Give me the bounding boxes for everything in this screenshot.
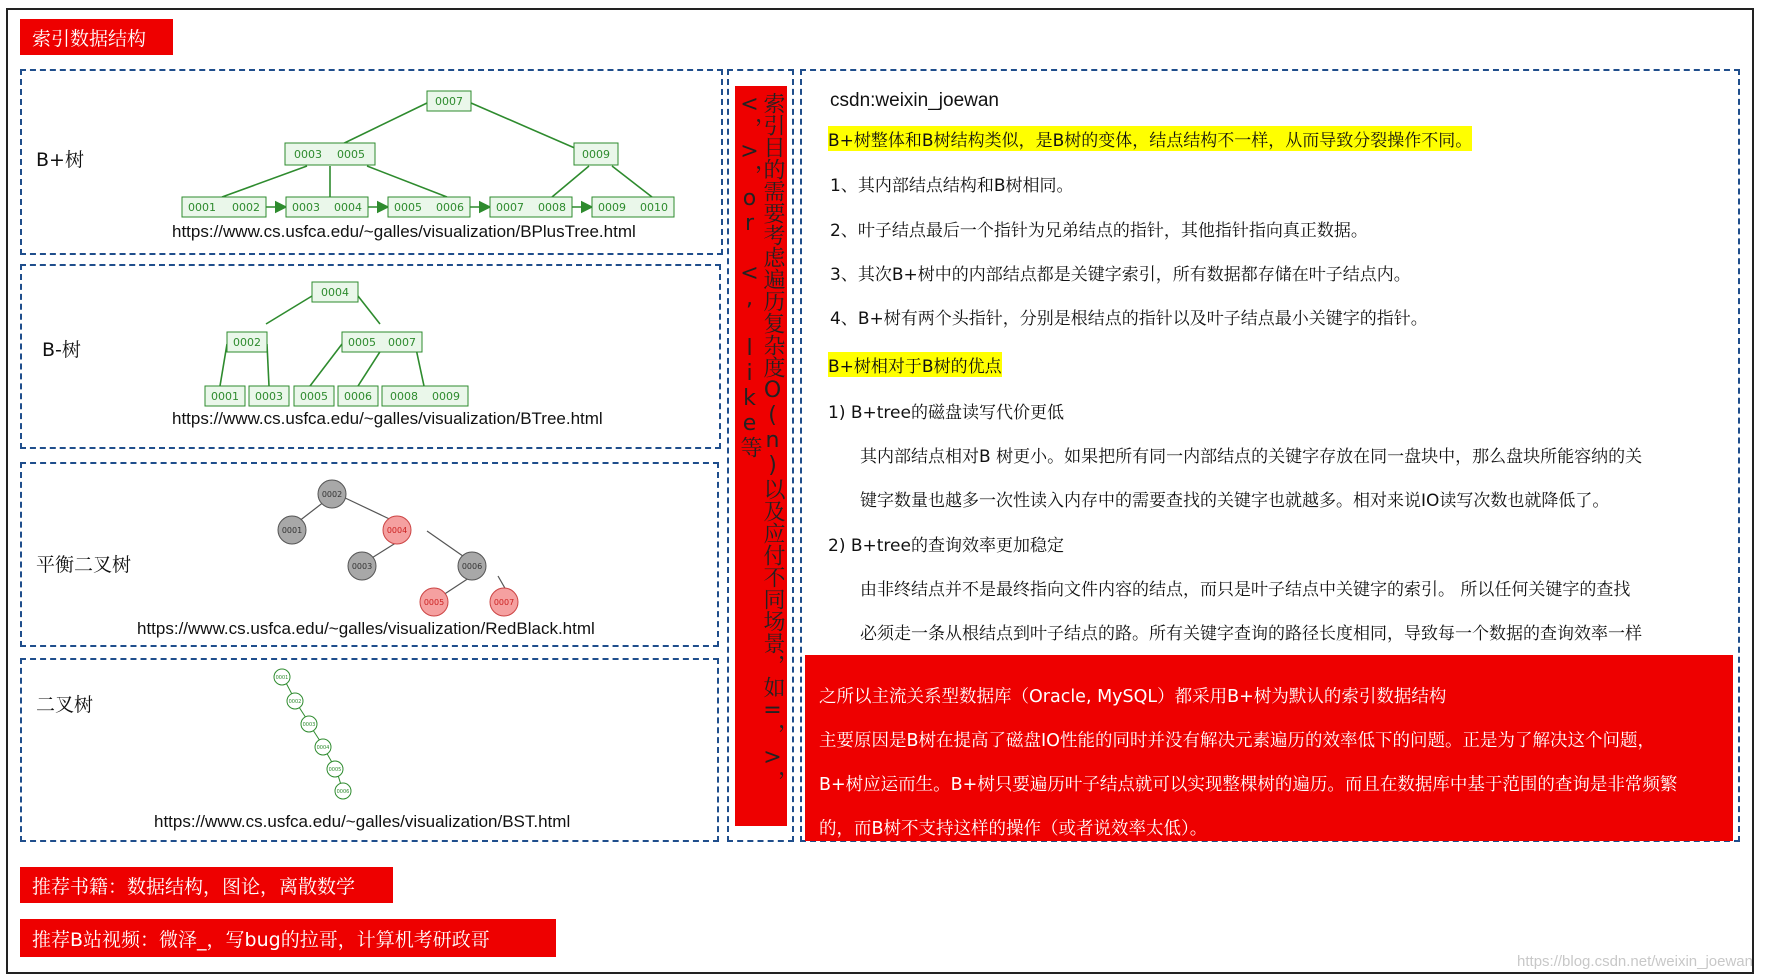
btree-leaf-key: 0001 <box>211 390 239 403</box>
bplus-leaf-key: 0009 <box>598 201 626 214</box>
advantage-1-line: 键字数量也越多一次性读入内存中的需要查找的关键字也就越多。相对来说IO读写次数也就降低了。 <box>860 491 1610 511</box>
bplus-leaf-key: 0004 <box>334 201 362 214</box>
conclusion-line: B+树应运而生。B+树只要遍历叶子结点就可以实现整棵树的遍历。而且在数据库中基于范围的查询是非常频繁 <box>819 775 1678 795</box>
btree-url[interactable]: https://www.cs.usfca.edu/~galles/visualization/BTree.html <box>172 409 603 428</box>
rb-node-key: 0005 <box>423 598 445 607</box>
bplus-tree-label: B+树 <box>36 149 84 171</box>
rb-node-key: 0007 <box>493 598 515 607</box>
balanced-tree-url[interactable]: https://www.cs.usfca.edu/~galles/visualization/RedBlack.html <box>137 619 595 638</box>
btree-leaf-key: 0003 <box>255 390 283 403</box>
bplus-leaf-key: 0010 <box>640 201 668 214</box>
advantages-title: B+树相对于B树的优点 <box>828 352 1002 377</box>
balanced-tree-panel <box>20 462 719 647</box>
btree-inner-key: 0002 <box>233 336 261 349</box>
bst-node-key: 0001 <box>275 675 289 681</box>
bplus-inner-key: 0009 <box>582 148 610 161</box>
balanced-tree-diagram <box>22 464 722 629</box>
bplus-leaf-key: 0006 <box>436 201 464 214</box>
rb-node-key: 0003 <box>351 562 373 571</box>
page-title: 索引数据结构 <box>20 19 173 55</box>
vertical-note: 索引目的需要考虑遍历复杂度O(n)以及应付不同场景，如=，>，<，>，or <, like等 <box>735 86 787 826</box>
btree-leaf-key: 0005 <box>300 390 328 403</box>
bplus-leaf-key: 0002 <box>232 201 260 214</box>
bplus-root-key: 0007 <box>435 95 463 108</box>
conclusion-line: 之所以主流关系型数据库（Oracle, MySQL）都采用B+树为默认的索引数据结构 <box>819 687 1447 707</box>
bst-node-key: 0005 <box>328 767 342 773</box>
rb-node-key: 0002 <box>321 490 343 499</box>
binary-tree-label: 二叉树 <box>36 694 94 716</box>
bplus-inner-key: 0005 <box>337 148 365 161</box>
rb-node-key: 0001 <box>281 526 303 535</box>
rb-node-key: 0004 <box>386 526 408 535</box>
conclusion-line: 的，而B树不支持这样的操作（或者说效率太低）。 <box>819 819 1208 839</box>
conclusion-box <box>805 655 1733 841</box>
btree-diagram <box>22 266 722 426</box>
conclusion-line: 主要原因是B树在提高了磁盘IO性能的同时并没有解决元素遍历的效率低下的问题。正是为了解决这个问题， <box>819 731 1655 751</box>
advantage-2-line: 必须走一条从根结点到叶子结点的路。所有关键字查询的路径长度相同，导致每一个数据的查询效率一样 <box>860 624 1642 644</box>
bplus-tree-panel <box>20 69 723 255</box>
bplus-leaf-key: 0005 <box>394 201 422 214</box>
btree-leaf-key: 0009 <box>432 390 460 403</box>
bplus-tree-url[interactable]: https://www.cs.usfca.edu/~galles/visualization/BPlusTree.html <box>172 222 636 241</box>
btree-label: B-树 <box>42 339 81 361</box>
recommended-videos: 推荐B站视频：微泽_，写bug的拉哥，计算机考研政哥 <box>20 919 556 957</box>
advantage-2-title: 2) B+tree的查询效率更加稳定 <box>828 536 1064 556</box>
binary-tree-diagram <box>22 660 722 810</box>
bst-node-key: 0006 <box>336 789 350 795</box>
point-item: 1、其内部结点结构和B树相同。 <box>830 176 1074 196</box>
btree-root-key: 0004 <box>321 286 349 299</box>
btree-leaf-key: 0006 <box>344 390 372 403</box>
bplus-leaf-key: 0003 <box>292 201 320 214</box>
rb-node-key: 0006 <box>461 562 483 571</box>
bst-node-key: 0004 <box>316 745 330 751</box>
bplus-leaf-key: 0001 <box>188 201 216 214</box>
author-label: csdn:weixin_joewan <box>830 90 999 111</box>
recommended-books: 推荐书籍：数据结构，图论，离散数学 <box>20 867 393 903</box>
bst-node-key: 0002 <box>288 699 302 705</box>
btree-panel <box>20 264 721 449</box>
point-item: 3、其次B+树中的内部结点都是关键字索引，所有数据都存储在叶子结点内。 <box>830 265 1411 285</box>
point-item: 2、叶子结点最后一个指针为兄弟结点的指针，其他指针指向真正数据。 <box>830 221 1368 241</box>
point-item: 4、B+树有两个头指针，分别是根结点的指针以及叶子结点最小关键字的指针。 <box>830 309 1428 329</box>
bplus-inner-key: 0003 <box>294 148 322 161</box>
bplus-leaf-key: 0008 <box>538 201 566 214</box>
binary-tree-url[interactable]: https://www.cs.usfca.edu/~galles/visualization/BST.html <box>154 812 571 831</box>
btree-inner-key: 0007 <box>388 336 416 349</box>
advantage-2-line: 由非终结点并不是最终指向文件内容的结点，而只是叶子结点中关键字的索引。 所以任何关键字的查找 <box>860 580 1631 600</box>
intro-text: B+树整体和B树结构类似，是B树的变体，结点结构不一样，从而导致分裂操作不同。 <box>828 126 1472 151</box>
watermark: https://blog.csdn.net/weixin_joewan <box>1517 953 1753 970</box>
bst-node-key: 0003 <box>302 722 316 728</box>
bplus-tree-diagram <box>22 71 722 231</box>
bplus-leaf-key: 0007 <box>496 201 524 214</box>
advantage-1-line: 其内部结点相对B 树更小。如果把所有同一内部结点的关键字存放在同一盘块中，那么盘块所能容纳的关 <box>860 447 1643 467</box>
binary-tree-panel <box>20 658 719 842</box>
btree-inner-key: 0005 <box>348 336 376 349</box>
advantage-1-title: 1) B+tree的磁盘读写代价更低 <box>828 403 1064 423</box>
balanced-tree-label: 平衡二叉树 <box>36 554 132 576</box>
btree-leaf-key: 0008 <box>390 390 418 403</box>
